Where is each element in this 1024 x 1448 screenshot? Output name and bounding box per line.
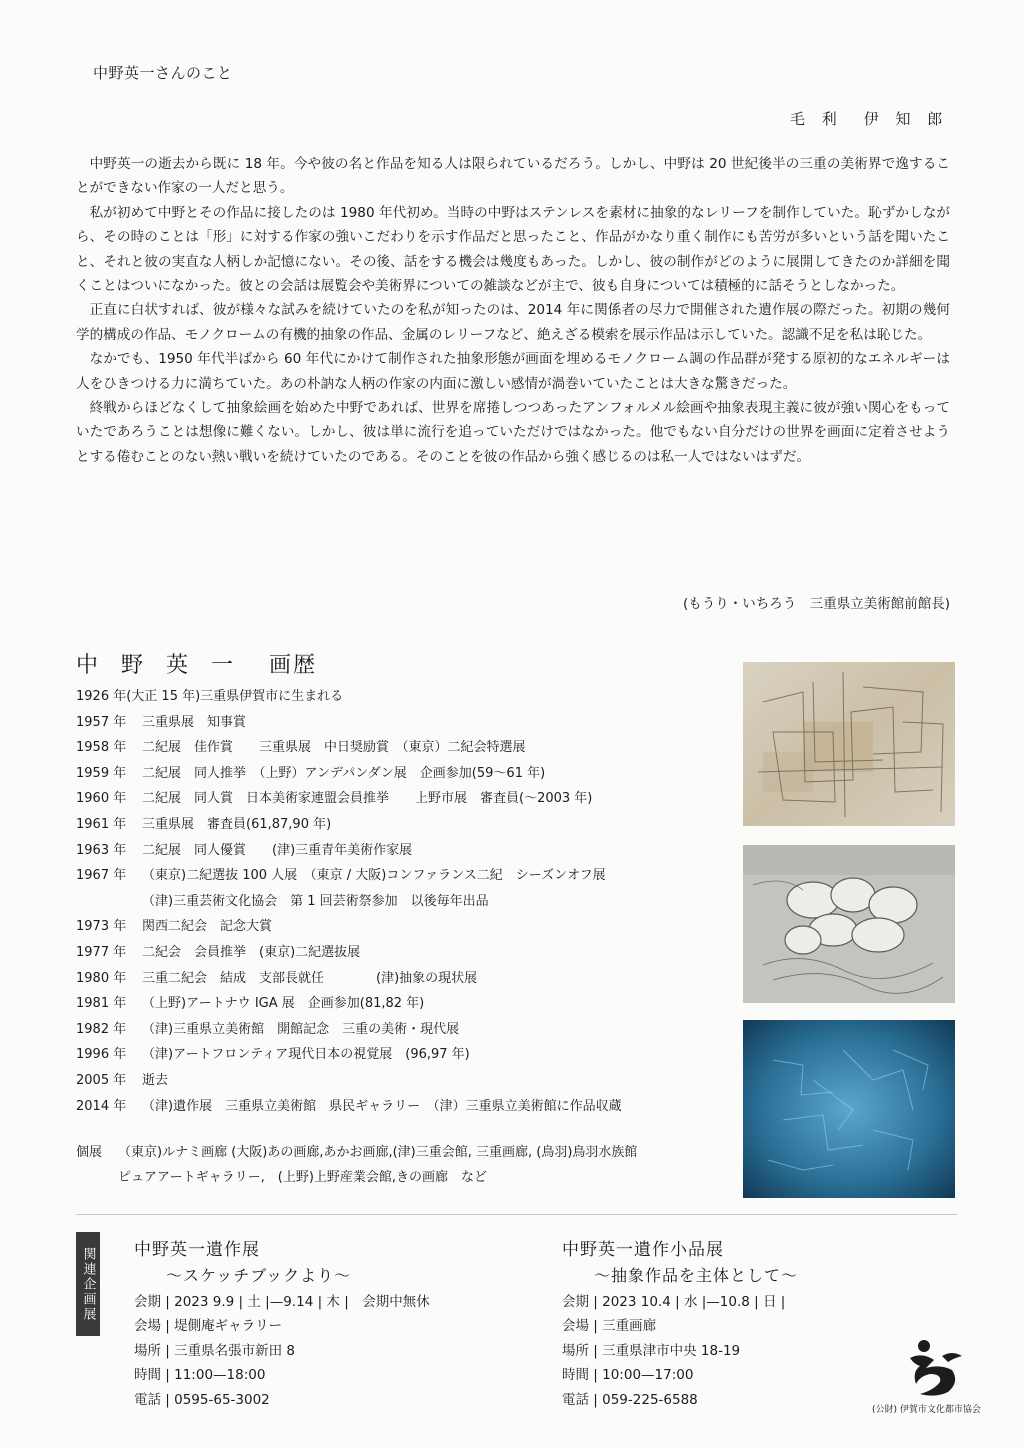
essay-paragraph: 正直に白状すれば、彼が様々な試みを続けていたのを私が知ったのは、2014 年に関係者の尽力で開催された遺作展の際だった。初期の幾何学的構成の作品、モノクロームの有機的抽象の作品、金属のレリーフなど、絶えざる模索を展示作品は示していた。認識不足を私は恥じた。: [76, 302, 950, 343]
chronology-year: [76, 889, 142, 915]
essay-body: [76, 152, 950, 469]
chronology-year: 1996 年: [76, 1047, 127, 1063]
chronology-event: 二紀展 同人賞 日本美術家連盟会員推挙 上野市展 審査員(〜2003 年): [142, 791, 593, 807]
chronology-year: 1973 年: [76, 919, 127, 935]
chronology-row: [76, 838, 736, 864]
chronology-year: 2014 年: [76, 1098, 127, 1114]
event-subtitle: 〜抽象作品を主体として〜: [594, 1266, 799, 1285]
chronology-name: 中 野 英 一: [76, 653, 241, 678]
event-time: 時間 | 10:00—17:00: [562, 1367, 694, 1384]
essay-author: 毛 利 伊 知 郎: [790, 110, 949, 128]
chronology-event: 二紀展 同人優賞 (津)三重青年美術作家展: [142, 842, 413, 858]
chronology-row: [76, 966, 736, 992]
event-time: 時間 | 11:00—18:00: [134, 1367, 266, 1384]
chronology-row: [76, 761, 736, 787]
solo-label: 個展: [76, 1145, 103, 1160]
solo-line: （東京)ルナミ画廊 (大阪)あの画廊,あかお画廊,(津)三重会館, 三重画廊, (鳥羽)鳥羽水族館: [118, 1145, 638, 1160]
chronology-year: 1959 年: [76, 765, 127, 781]
artwork-blue-abstract-image: [743, 1020, 955, 1198]
chronology-row: [76, 710, 736, 736]
chronology-event: （上野)アートナウ IGA 展 企画参加(81,82 年): [142, 996, 425, 1012]
chronology-year: 1926 年(大正 15 年)三重県伊賀市に生まれる: [76, 689, 344, 704]
chronology-event: （東京)二紀選抜 100 人展 （東京 / 大阪)コンファランス二紀 シーズンオフ展: [142, 868, 606, 884]
chronology-year: 1957 年: [76, 714, 127, 730]
event-period: 会期 | 2023 10.4 | 水 |—10.8 | 日 |: [562, 1294, 786, 1310]
chronology-row: [76, 1042, 736, 1068]
chronology-row: [76, 991, 736, 1017]
chronology-year: 1980 年: [76, 970, 127, 986]
artwork-geometric-image: [743, 662, 955, 826]
chronology-year: 1981 年: [76, 996, 127, 1012]
chronology-year: 1977 年: [76, 944, 127, 960]
chronology-row: [76, 940, 736, 966]
essay-paragraph: 中野英一の逝去から既に 18 年。今や彼の名と作品を知る人は限られているだろう。しかし、中野は 20 世紀後半の三重の美術界で逸することができない作家の一人だと思う。: [76, 156, 950, 197]
event-place: 場所 | 三重県名張市新田 8: [134, 1342, 296, 1359]
event-period: 会期 | 2023 9.9 | 土 |—9.14 | 木 | 会期中無休: [134, 1294, 430, 1310]
chronology-year: 2005 年: [76, 1072, 127, 1088]
event-subtitle: 〜スケッチブックより〜: [166, 1266, 352, 1285]
chronology-row: [76, 1017, 736, 1043]
essay-title: 中野英一さんのこと: [93, 64, 233, 82]
event-title: 中野英一遺作小品展: [562, 1240, 724, 1260]
event-venue: 会場 | 三重画廊: [562, 1318, 657, 1335]
chronology-event: 三重県展 知事賞: [142, 714, 247, 730]
chronology-row: [76, 889, 736, 915]
chronology-row: [76, 812, 736, 838]
chronology-year: 1960 年: [76, 791, 127, 807]
chronology-row: [76, 684, 736, 710]
chronology-year: 1982 年: [76, 1021, 127, 1037]
chronology-event: 逝去: [142, 1072, 169, 1088]
chronology-event: 二紀展 同人推挙 （上野）アンデパンダン展 企画参加(59〜61 年): [142, 765, 546, 781]
essay-signature: (もうり・いちろう 三重県立美術館前館長): [682, 596, 950, 612]
solo-line: ピュアアートギャラリー, (上野)上野産業会館,きの画廊 など: [118, 1170, 488, 1185]
chronology-year: 1958 年: [76, 740, 127, 756]
chronology-subtitle: 画歴: [268, 653, 317, 678]
essay-paragraph: 私が初めて中野とその作品に接したのは 1980 年代初め。当時の中野はステンレスを素材に抽象的なレリーフを制作していた。恥ずかしながら、その時のことは「形」に対する作家の強いこだわりを示す作品だと思ったこと、作品がかなり重く制作にも苦労が多いという話を聞いたこと、それと彼の実直な人柄しか記憶にない。その後、話をする機会は幾度もあった。しかし、彼の制作がどのように展開してきたのか詳細を聞くことはついになかった。彼との会話は展覧会や美術界についての雑談などが主で、彼も自身については積極的に話そうとしなかった。: [76, 204, 950, 295]
chronology-row: [76, 863, 736, 889]
chronology-list: [76, 684, 736, 1119]
chronology-event: 関西二紀会 記念大賞: [142, 919, 273, 935]
chronology-event: （津)三重芸術文化協会 第 1 回芸術祭参加 以後毎年出品: [142, 893, 489, 909]
chronology-event: （津)遺作展 三重県立美術館 県民ギャラリー （津）三重県立美術館に作品収蔵: [142, 1098, 622, 1114]
solo-exhibitions: [76, 1140, 637, 1190]
chronology-row: [76, 1094, 736, 1120]
chronology-event: （津)アートフロンティア現代日本の視覚展 (96,97 年): [142, 1047, 470, 1063]
chronology-row: [76, 786, 736, 812]
chronology-title: [76, 648, 317, 679]
section-divider: [76, 1214, 957, 1215]
chronology-event: 三重県展 審査員(61,87,90 年): [142, 816, 332, 832]
chronology-event: 三重二紀会 結成 支部長就任 (津)抽象の現状展: [142, 970, 478, 986]
chronology-event: 二紀会 会員推挙 (東京)二紀選抜展: [142, 944, 361, 960]
event-tel: 電話 | 059-225-6588: [562, 1391, 698, 1408]
event-place: 場所 | 三重県津市中央 18-19: [562, 1342, 741, 1359]
chronology-row: [76, 914, 736, 940]
chronology-row: [76, 1068, 736, 1094]
chronology-year: 1967 年: [76, 868, 127, 884]
chronology-year: 1961 年: [76, 816, 127, 832]
essay-paragraph: 終戦からほどなくして抽象絵画を始めた中野であれば、世界を席捲しつつあったアンフォルメル絵画や抽象表現主義に彼が強い関心をもっていたであろうことは想像に難くない。しかし、彼は単に流行を追っていただけではなかった。他でもない自分だけの世界を画面に定着させようとする倦むことのない熱い戦いを続けていたのである。そのことを彼の作品から強く感じるのは私一人ではないはずだ。: [76, 400, 950, 465]
essay-paragraph: なかでも、1950 年代半ばから 60 年代にかけて制作された抽象形態が画面を埋めるモノクローム調の作品群が発する原初的なエネルギーは人をひきつける力に満ちていた。あの朴訥な人柄の作家の内面に激しい感情が渦巻いていたことは大きな驚きだった。: [76, 351, 950, 392]
chronology-year: 1963 年: [76, 842, 127, 858]
organization-name: (公財) 伊賀市文化都市協会: [872, 1405, 981, 1415]
event-venue: 会場 | 堤側庵ギャラリー: [134, 1318, 283, 1335]
chronology-event: （津)三重県立美術館 開館記念 三重の美術・現代展: [142, 1021, 460, 1037]
related-exhibitions-label: 関連企画展: [76, 1232, 100, 1336]
artwork-monochrome-image: [743, 845, 955, 1003]
chronology-event: 二紀展 佳作賞 三重県展 中日奨励賞 （東京）二紀会特選展: [142, 740, 526, 756]
chronology-row: [76, 735, 736, 761]
event-tel: 電話 | 0595-65-3002: [134, 1391, 270, 1408]
related-event-2: [562, 1238, 798, 1412]
event-title: 中野英一遺作展: [134, 1240, 260, 1260]
related-event-1: [134, 1238, 430, 1412]
